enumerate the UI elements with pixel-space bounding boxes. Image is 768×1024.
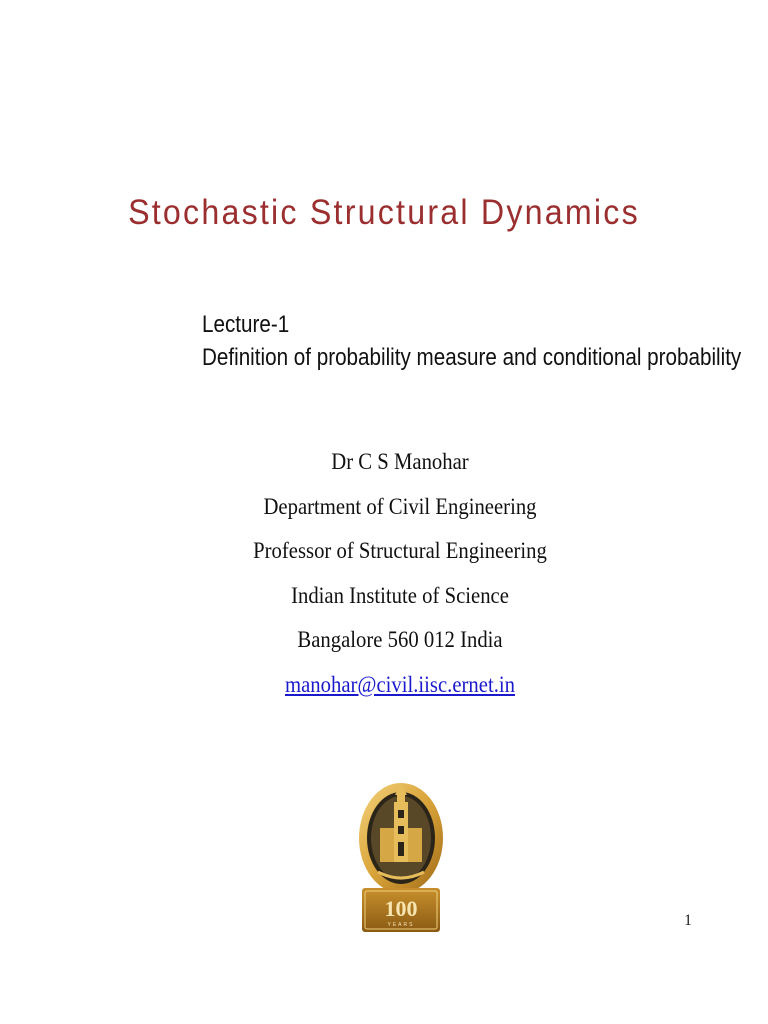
logo-sub-text: YEARS xyxy=(387,922,415,928)
lecture-info xyxy=(202,308,741,374)
lecture-number: Lecture-1 xyxy=(202,311,290,338)
author-address: Bangalore 560 012 India xyxy=(297,627,503,652)
author-institute: Indian Institute of Science xyxy=(291,582,509,608)
page-number: 1 xyxy=(684,912,692,929)
iisc-centenary-logo xyxy=(358,776,444,934)
author-name: Dr C S Manohar xyxy=(331,449,469,474)
author-email-link[interactable]: manohar@civil.iisc.ernet.in xyxy=(284,671,516,697)
author-department: Department of Civil Engineering xyxy=(263,493,537,519)
author-block xyxy=(0,440,768,707)
slide-title: Stochastic Structural Dynamics xyxy=(128,193,640,232)
logo-year-text: 100 xyxy=(384,896,418,921)
lecture-topic: Definition of probability measure and conditional probability xyxy=(202,344,742,371)
author-position: Professor of Structural Engineering xyxy=(253,538,547,563)
